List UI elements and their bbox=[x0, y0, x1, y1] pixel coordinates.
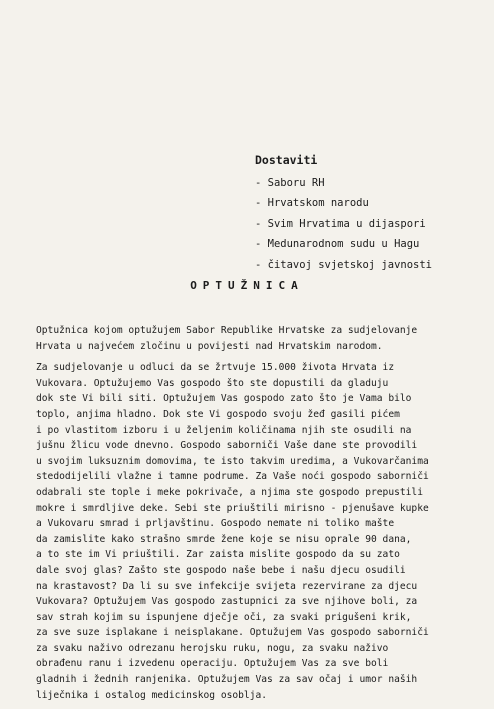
recipient-item: - Hrvatskom narodu bbox=[255, 197, 369, 209]
recipient-item: - Svim Hrvatima u dijaspori bbox=[255, 217, 426, 230]
body-line: dale svoj glas? Zašto ste gospodo naše bebe i našu djecu osudili bbox=[36, 564, 406, 576]
recipients-block bbox=[255, 150, 432, 275]
body-line: u svojim luksuznim domovima, te isto takvim uredima, a Vukovarčanima bbox=[36, 455, 429, 467]
body-line: Vukovara? Optužujem Vas gospodo zastupnici za sve njihove boli, za bbox=[36, 596, 418, 608]
body-line: stedodijelili vlažne i tamne podrume. Za Vaše noći gospodo saborniči bbox=[36, 471, 429, 483]
document-title: OPTUŽNICA bbox=[190, 279, 304, 292]
body-line: na krastavost? Da li su sve infekcije svijeta rezervirane za djecu bbox=[36, 580, 418, 592]
body-line: odabrali ste tople i meke pokrivače, a njima ste gospodo prepustili bbox=[36, 486, 423, 498]
body-line: liječnika i ostalog medicinskog osoblja. bbox=[36, 689, 268, 701]
body-line: jušnu žlicu vode dnevno. Gospodo saborniči Vaše dane ste provodili bbox=[36, 440, 418, 452]
recipient-item: - Saboru RH bbox=[255, 176, 325, 189]
body-line: sav strah kojim su ispunjene dječje oči, za svaki prigušeni krik, bbox=[36, 611, 412, 623]
body-line: da zamislite kako strašno smrde žene koje se nisu oprale 90 dana, bbox=[36, 533, 412, 545]
recipient-item: - čitavoj svjetskoj javnosti bbox=[255, 258, 433, 271]
body-line: i po vlastitom izboru i u željenim količinama njih ste osudili na bbox=[36, 424, 412, 436]
body-line: a Vukovaru smrad i prljavštinu. Gospodo nemate ni toliko mašte bbox=[36, 518, 395, 530]
body-paragraph bbox=[36, 323, 480, 354]
body-line: za sve suze isplakane i neisplakane. Optužujem Vas gospodo saborniči bbox=[36, 627, 429, 639]
body-line: Hrvata u najvećem zločinu u povijesti nad Hrvatskim narodom. bbox=[36, 340, 383, 352]
body-line: dok ste Vi bili siti. Optužujem Vas gospodo zato što je Vama bilo bbox=[36, 393, 412, 405]
body-line: Za sudjelovanje u odluci da se žrtvuje 15.000 života Hrvata iz bbox=[36, 362, 395, 374]
body-line: obrađenu ranu i izvedenu operaciju. Optužujem Vas za sve boli bbox=[36, 658, 389, 670]
body-line: Optužnica kojom optužujem Sabor Republike Hrvatske za sudjelovanje bbox=[36, 325, 418, 336]
body-line: a to ste im Vi priuštili. Zar zaista mislite gospodo da su zato bbox=[36, 549, 400, 561]
document-body bbox=[36, 323, 480, 709]
body-line: Vukovara. Optužujemo Vas gospodo što ste dopustili da gladuju bbox=[36, 377, 389, 389]
body-paragraph bbox=[36, 360, 480, 703]
recipients-heading: Dostaviti bbox=[255, 153, 318, 167]
recipient-item: - Medunarodnom sudu u Hagu bbox=[255, 238, 420, 250]
body-line: toplo, anjima hladno. Dok ste Vi gospodo svoju žeđ gasili pićem bbox=[36, 408, 400, 420]
body-line: mokre i smrdljive deke. Sebi ste priuštili mirisno - pjenušave kupke bbox=[36, 502, 429, 514]
body-line: gladnih i žednih ranjenika. Optužujem Vas za sav očaj i umor naših bbox=[36, 674, 418, 686]
body-line: za svaku naživo odrezanu herojsku ruku, nogu, za svaku naživo bbox=[36, 642, 389, 654]
